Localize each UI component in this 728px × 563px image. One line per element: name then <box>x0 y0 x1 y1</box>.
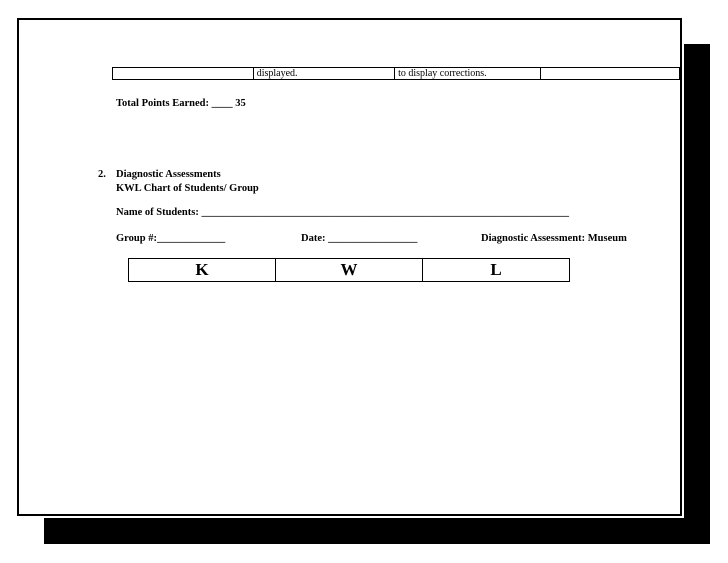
table-cell <box>113 68 254 80</box>
table-cell: to display corrections. <box>395 68 541 80</box>
kwl-chart <box>128 258 570 282</box>
kwl-header-k: K <box>129 259 276 282</box>
kwl-header-w: W <box>276 259 423 282</box>
rubric-table-fragment <box>112 67 680 80</box>
page-shadow-bottom <box>44 518 710 544</box>
section-number: 2. <box>98 169 106 180</box>
student-names-field: Name of Students: ______________________________________________________________________ <box>116 207 569 218</box>
table-row <box>113 68 680 80</box>
kwl-header-row <box>129 259 570 282</box>
table-cell <box>541 68 680 80</box>
total-points-earned: Total Points Earned: ____ 35 <box>116 98 246 109</box>
group-number-field: Group #:_____________ <box>116 233 226 244</box>
date-field: Date: _________________ <box>301 233 418 244</box>
kwl-header-l: L <box>423 259 570 282</box>
section-title: Diagnostic Assessments <box>116 169 221 180</box>
table-cell: displayed. <box>253 68 394 80</box>
page-shadow-right <box>684 44 710 544</box>
diagnostic-assessment-label: Diagnostic Assessment: Museum <box>481 233 627 244</box>
section-subtitle: KWL Chart of Students/ Group <box>116 183 259 194</box>
document-page <box>17 18 682 516</box>
